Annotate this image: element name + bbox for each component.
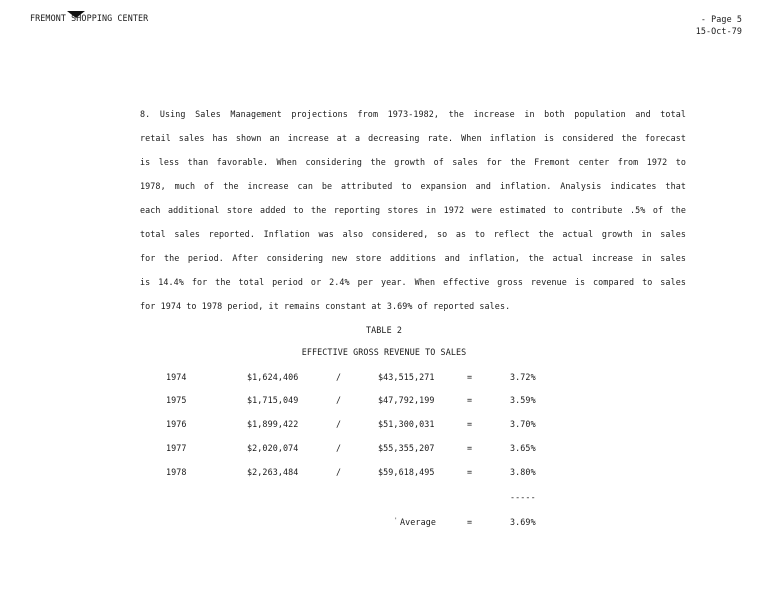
- paragraph-line: total sales reported. Inflation was also considered, so as to reflect the actual growth in sales: [140, 229, 686, 239]
- paragraph-line: is 14.4% for the total period or 2.4% per year. When effective gross revenue is compared to sales: [140, 277, 686, 287]
- divide-sign: /: [336, 372, 342, 382]
- divide-sign: /: [336, 443, 342, 453]
- divide-sign: /: [336, 419, 342, 429]
- table-row: [0, 419, 780, 431]
- equals-sign: =: [467, 395, 473, 405]
- revenue-cell: $1,624,406: [247, 372, 299, 382]
- paragraph-line: retail sales has shown an increase at a decreasing rate. When inflation is considered the forecast: [140, 133, 686, 143]
- divide-sign: /: [336, 395, 342, 405]
- paragraph-line: for the period. After considering new store additions and inflation, the actual increase in sales: [140, 253, 686, 263]
- percent-cell: 3.72%: [510, 372, 536, 382]
- paragraph-line: is less than favorable. When considering the growth of sales for the Fremont center from 1972 to: [140, 157, 686, 167]
- header-title: FREMONT SHOPPING CENTER: [30, 13, 149, 23]
- year-cell: 1975: [166, 395, 187, 405]
- year-cell: 1974: [166, 372, 187, 382]
- revenue-cell: $2,263,484: [247, 467, 299, 477]
- average-value: 3.69%: [510, 517, 536, 527]
- equals-sign: =: [467, 443, 473, 453]
- equals-sign: =: [467, 467, 473, 477]
- table-title: TABLE 2: [366, 325, 402, 335]
- body-paragraph: [140, 106, 686, 322]
- table-row: [0, 395, 780, 407]
- paragraph-line: each additional store added to the reporting stores in 1972 were estimated to contribute .5% of the: [140, 205, 686, 215]
- sum-rule: -----: [510, 492, 536, 502]
- equals-sign: =: [467, 372, 473, 382]
- punch-hole-mark: [67, 11, 85, 18]
- table-subtitle: EFFECTIVE GROSS REVENUE TO SALES: [301, 347, 467, 357]
- revenue-cell: $1,715,049: [247, 395, 299, 405]
- paragraph-line: 8. Using Sales Management projections from 1973-1982, the increase in both population and total: [140, 109, 686, 119]
- percent-cell: 3.80%: [510, 467, 536, 477]
- table-row: [0, 467, 780, 479]
- average-equals-sign: =: [467, 517, 473, 527]
- sales-cell: $55,355,207: [378, 443, 435, 453]
- stray-mark: ': [394, 517, 398, 524]
- average-label: Average: [400, 517, 436, 527]
- equals-sign: =: [467, 419, 473, 429]
- table-row: [0, 443, 780, 455]
- table-row: [0, 372, 780, 384]
- sales-cell: $59,618,495: [378, 467, 435, 477]
- page-number: - Page 5: [700, 14, 742, 24]
- percent-cell: 3.59%: [510, 395, 536, 405]
- divide-sign: /: [336, 467, 342, 477]
- year-cell: 1977: [166, 443, 187, 453]
- revenue-cell: $1,899,422: [247, 419, 299, 429]
- header-meta: [696, 13, 742, 37]
- sales-cell: $47,792,199: [378, 395, 435, 405]
- document-date: 15-Oct-79: [695, 26, 742, 36]
- paragraph-line: for 1974 to 1978 period, it remains constant at 3.69% of reported sales.: [140, 301, 511, 311]
- revenue-cell: $2,020,074: [247, 443, 299, 453]
- paragraph-line: 1978, much of the increase can be attributed to expansion and inflation. Analysis indicates that: [140, 181, 686, 191]
- percent-cell: 3.70%: [510, 419, 536, 429]
- percent-cell: 3.65%: [510, 443, 536, 453]
- year-cell: 1976: [166, 419, 187, 429]
- year-cell: 1978: [166, 467, 187, 477]
- sales-cell: $43,515,271: [378, 372, 435, 382]
- sales-cell: $51,300,031: [378, 419, 435, 429]
